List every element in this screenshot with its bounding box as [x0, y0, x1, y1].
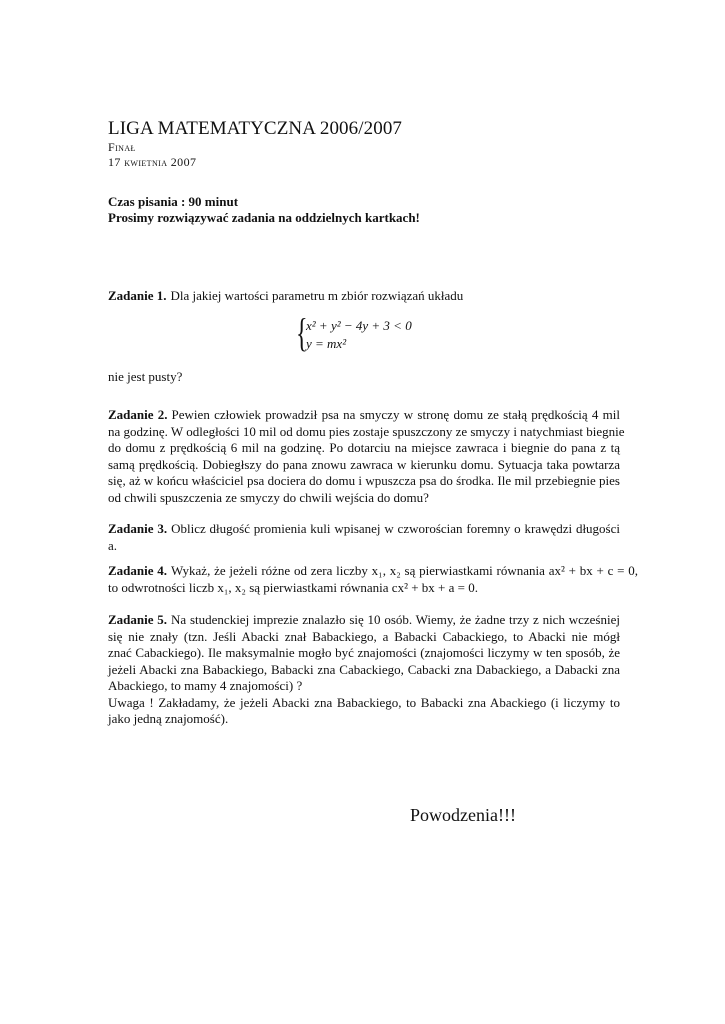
task-1: [108, 288, 620, 305]
task-5-line: znać Cabackiego). Ile maksymalnie mogło być znajomości (znajomości liczymy w ten sposób, że: [108, 645, 620, 660]
task-2-line: na godzinę. W odległości 10 mil od domu pies zostaje spuszczony ze smyczy i natychmiast biegnie: [108, 423, 625, 439]
task-4-line: Zadanie 4. Wykaż, że jeżeli różne od zera liczby x₁, x₂ są pierwiastkami równania ax² + bx + c = 0,: [108, 563, 639, 578]
task-4: [108, 563, 638, 596]
task-3-label: Zadanie 3.: [108, 521, 168, 536]
task-4-label: Zadanie 4.: [108, 563, 168, 578]
instruction-note: Prosimy rozwiązywać zadania na oddzielnych kartkach!: [108, 210, 420, 225]
contest-title: LIGA MATEMATYCZNA 2006/2007: [108, 118, 403, 139]
task-5-label: Zadanie 5.: [108, 612, 168, 627]
task-5-line: Uwaga ! Zakładamy, że jeżeli Abacki zna Babackiego, to Babacki zna Abackiego (i liczymy to: [108, 694, 620, 710]
task-2-line: od chwili spuszczenia ze smyczy do chwili wejścia do domu?: [108, 489, 429, 505]
task-1-text: Dla jakiej wartości parametru m zbiór rozwiązań układu: [170, 288, 464, 303]
task-3: [108, 521, 620, 554]
task-4-line: to odwrotności liczb x₁, x₂ są pierwiastkami równania cx² + bx + a = 0.: [108, 579, 478, 595]
task-5-line: jako jedną znajomość).: [108, 711, 229, 726]
contest-date: 17 kwietnia 2007: [108, 155, 197, 169]
task-2-line: samą prędkością. Dobiegłszy do pana znowu zawraca w kierunku domu. Sytuacja taka powtarza: [108, 456, 620, 472]
time-limit: Czas pisania : 90 minut: [108, 194, 239, 209]
task-5: [108, 612, 620, 728]
task-2: [108, 407, 625, 506]
task-1-label: Zadanie 1.: [108, 288, 167, 303]
task-5-line: się nie znały (tzn. Jeśli Abacki znał Babackiego, a Babacki Cabackiego, to Abacki nie mógł: [108, 628, 620, 644]
task-1-question-end: nie jest pusty?: [108, 369, 183, 384]
brace-glyph: {: [296, 310, 308, 355]
task-2-label: Zadanie 2.: [108, 407, 168, 422]
equation-system: [296, 310, 436, 355]
equation-1: x² + y² − 4y + 3 < 0: [306, 318, 412, 333]
contest-stage: Finał: [108, 140, 136, 154]
task-5-line: Zadanie 5. Na studenckiej imprezie znalazło się 10 osób. Wiemy, że żadne trzy z nich wcześniej: [108, 612, 620, 627]
task-5-line: Abackiego, to mamy 4 znajomości) ?: [108, 678, 303, 693]
task-3-text: Oblicz długość promienia kuli wpisanej w czworościan foremny o krawędzi długości a.: [108, 521, 620, 553]
signoff: Powodzenia!!!: [410, 805, 516, 825]
task-2-line: do domu z prędkością 6 mil na godzinę. Po dotarciu na miejsce zawraca i biegnie do pana z tą: [108, 440, 620, 455]
task-2-line: się, aż w końcu właściciel psa dociera do domu i wpuszcza psa do środka. Ile mil przebiegnie pies: [108, 473, 620, 488]
task-2-line: Zadanie 2. Pewien człowiek prowadził psa na smyczy w stronę domu ze stałą prędkością 4 mil: [108, 407, 620, 422]
task-5-line: jeżeli Abacki zna Babackiego, Babacki zna Cabackiego, Cabacki zna Dabackiego, a Dabacki zna: [108, 661, 620, 677]
equation-2: y = mx²: [306, 336, 347, 351]
